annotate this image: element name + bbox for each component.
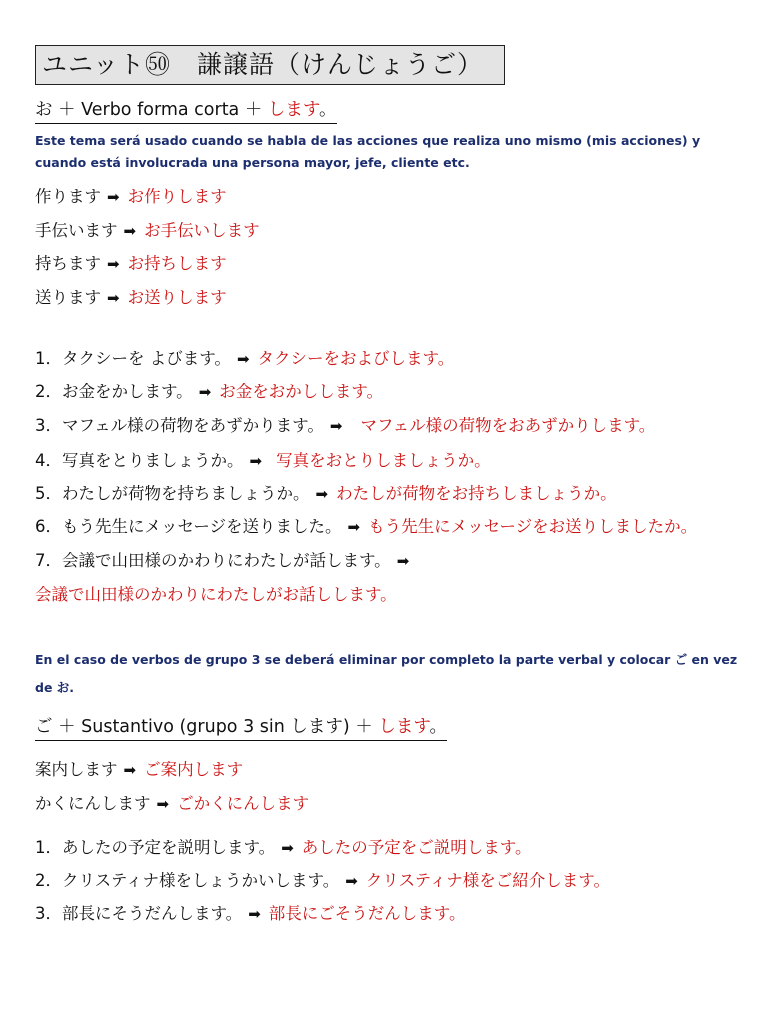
conversion-row	[35, 186, 227, 208]
right-arrow-icon: ➡	[281, 839, 294, 857]
section1-heading	[35, 99, 337, 124]
conversion-to: ご案内します	[144, 760, 244, 779]
exercise-question: 4．写真をとりましょうか。	[35, 451, 244, 470]
section1-heading-highlight: します	[267, 100, 320, 120]
right-arrow-icon: ➡	[347, 518, 361, 536]
conversion-row	[35, 220, 260, 242]
exercise-row	[35, 450, 491, 472]
section1-note: Este tema será usado cuando se habla de las acciones que realiza uno mismo (mis acciones) y cuando está involucrada una persona mayor, jefe, cliente etc.	[35, 133, 701, 170]
right-arrow-icon: ➡	[107, 289, 120, 307]
conversion-from: 手伝います	[35, 221, 118, 240]
section2-note: En el caso de verbos de grupo 3 se deberá eliminar por completo la parte verbal y colocar ご en vez de お.	[35, 652, 738, 695]
exercise-question: 2．お金をかします。	[35, 382, 193, 401]
section1-heading-formula: お ＋ Verbo forma corta ＋	[35, 100, 268, 120]
exercise-answer: 写真をおとりしましょうか。	[276, 451, 491, 470]
section2-heading-end: 。	[429, 717, 447, 737]
exercise-row	[35, 381, 383, 403]
exercise-question: 1．あしたの予定を説明します。	[35, 838, 276, 857]
right-arrow-icon: ➡	[236, 350, 250, 368]
conversion-from: 案内します	[35, 760, 118, 779]
conversion-to: ごかくにんします	[177, 794, 310, 813]
conversion-row	[35, 287, 227, 309]
exercise-row	[35, 348, 454, 370]
right-arrow-icon: ➡	[396, 552, 410, 570]
conversion-to: お手伝いします	[144, 221, 260, 240]
conversion-from: かくにんします	[35, 794, 151, 813]
right-arrow-icon: ➡	[249, 452, 263, 470]
right-arrow-icon: ➡	[315, 485, 329, 503]
section1-heading-end: 。	[319, 100, 337, 120]
exercise-answer: タクシーをおよびします。	[257, 349, 455, 368]
conversion-row	[35, 793, 309, 815]
right-arrow-icon: ➡	[329, 417, 343, 435]
exercise-question: 3．マフェル様の荷物をあずかります。	[35, 416, 324, 435]
exercise-row	[35, 516, 697, 538]
right-arrow-icon: ➡	[107, 188, 120, 206]
section2-heading-highlight: します	[378, 717, 430, 737]
right-arrow-icon: ➡	[345, 872, 358, 890]
exercise-question: 3．部長にそうだんします。	[35, 904, 243, 923]
right-arrow-icon: ➡	[123, 761, 137, 779]
right-arrow-icon: ➡	[248, 905, 261, 923]
section2-heading	[35, 716, 447, 741]
unit-title: ユニット㊿ 謙譲語（けんじょうご）	[35, 45, 505, 85]
exercise-row	[35, 483, 617, 505]
exercise-row	[35, 837, 531, 859]
conversion-to: お持ちします	[127, 254, 227, 273]
right-arrow-icon: ➡	[107, 255, 120, 273]
exercise-answer: もう先生にメッセージをお送りしましたか。	[368, 517, 698, 536]
exercise-question: 7．会議で山田様のかわりにわたしが話します。	[35, 551, 391, 570]
right-arrow-icon: ➡	[156, 795, 170, 813]
right-arrow-icon: ➡	[198, 383, 212, 401]
exercise-row	[35, 415, 655, 437]
conversion-to: お送りします	[127, 288, 227, 307]
right-arrow-icon: ➡	[123, 222, 137, 240]
exercise-answer: お金をおかしします。	[219, 382, 383, 401]
conversion-from: 作ります	[35, 187, 101, 206]
section2-heading-formula: ご ＋ Sustantivo (grupo 3 sin します) ＋	[35, 717, 379, 737]
conversion-from: 送ります	[35, 288, 101, 307]
exercise-row	[35, 903, 465, 925]
conversion-row	[35, 253, 227, 275]
exercise-question: 6．もう先生にメッセージを送りました。	[35, 517, 342, 536]
exercise-row	[35, 550, 417, 572]
exercise-row	[35, 870, 610, 892]
exercise-answer: 部長にごそうだんします。	[268, 904, 466, 923]
conversion-from: 持ちます	[35, 254, 101, 273]
exercise-question: 2．クリスティナ様をしょうかいします。	[35, 871, 340, 890]
conversion-row	[35, 759, 243, 781]
exercise-answer: あしたの予定をご説明します。	[301, 838, 532, 857]
exercise-question: 5．わたしが荷物を持ちましょうか。	[35, 484, 310, 503]
exercise-question: 1．タクシーを よびます。	[35, 349, 231, 368]
exercise-answer: 会議で山田様のかわりにわたしがお話しします。	[35, 585, 397, 604]
conversion-to: お作りします	[127, 187, 227, 206]
exercise-answer: わたしが荷物をお持ちしましょうか。	[336, 484, 617, 503]
exercise-answer: クリスティナ様をご紹介します。	[365, 871, 610, 890]
exercise-answer: マフェル様の荷物をおあずかりします。	[360, 416, 656, 435]
